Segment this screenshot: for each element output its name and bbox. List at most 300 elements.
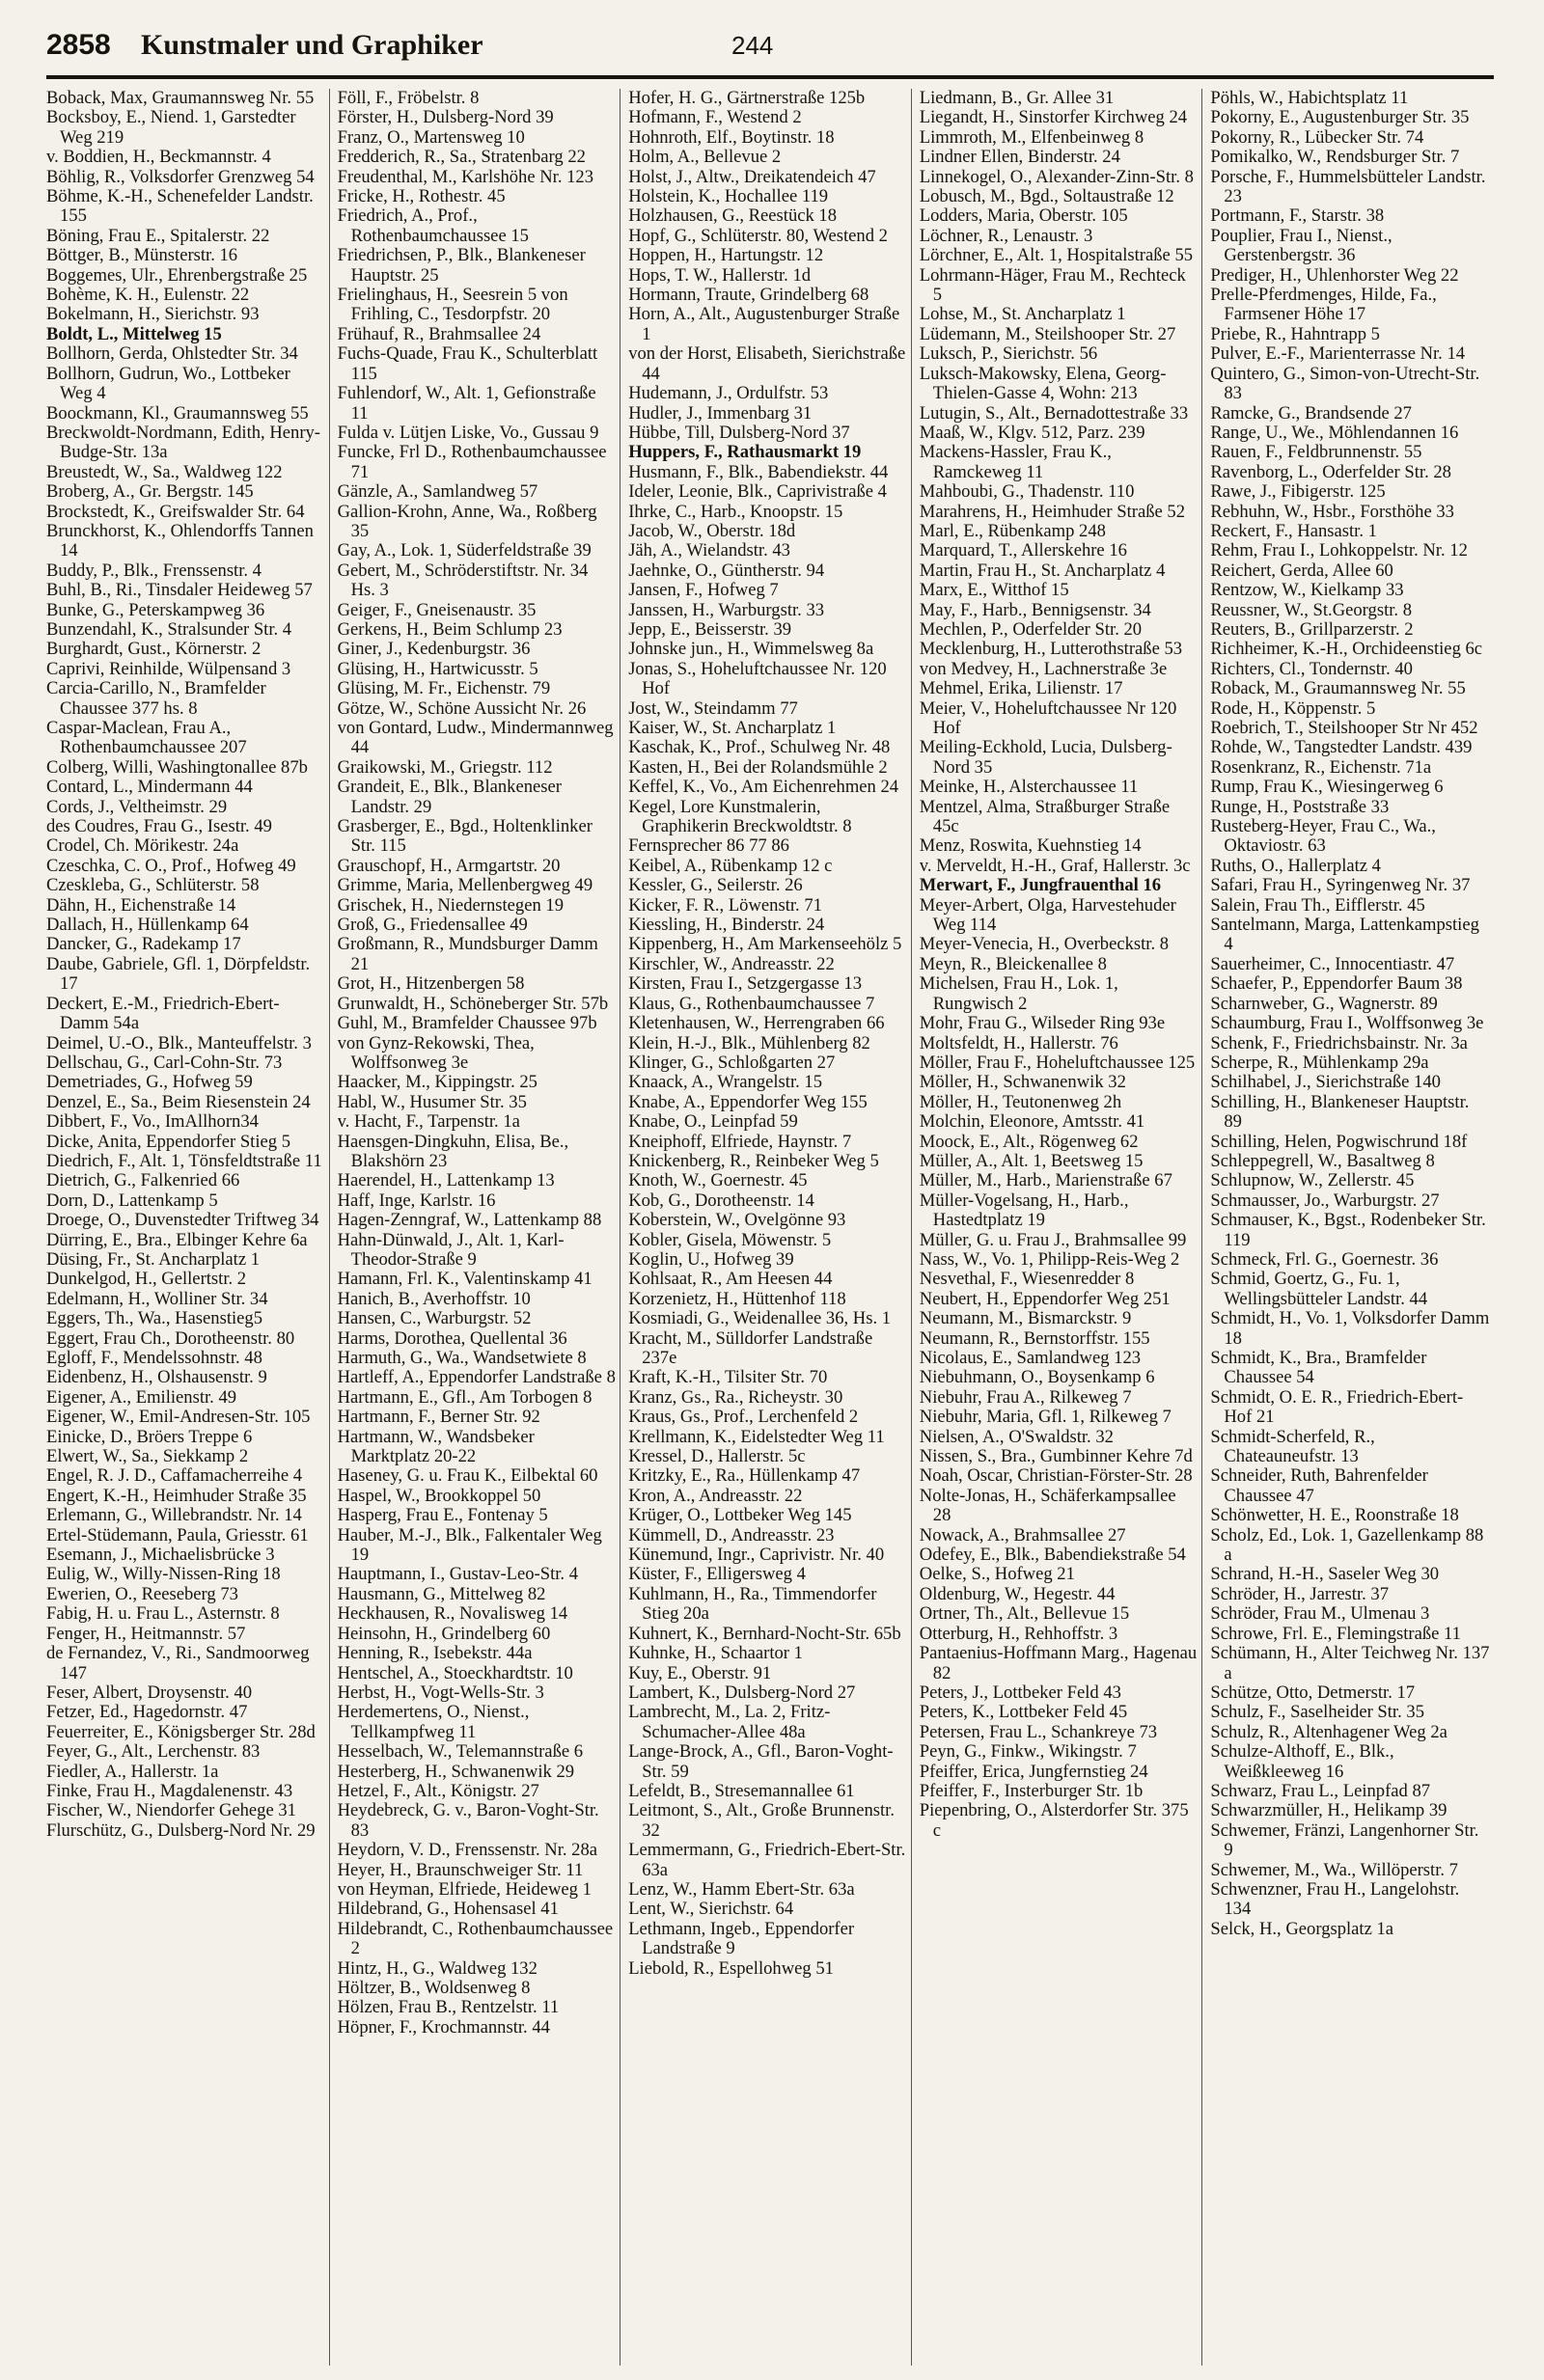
directory-entry: Brunckhorst, K., Ohlendorffs Tannen 14 xyxy=(46,520,314,561)
directory-entry: Schaumburg, Frau I., Wolffsonweg 3e xyxy=(1210,1013,1484,1034)
directory-entry: Piepenbring, O., Alsterdorfer Str. 375 c xyxy=(919,1800,1189,1841)
directory-entry: Liedmann, B., Gr. Allee 31 xyxy=(919,89,1115,108)
directory-entry: v. Merveldt, H.-H., Graf, Hallerstr. 3c xyxy=(919,855,1191,876)
directory-entry: Runge, H., Poststraße 33 xyxy=(1210,796,1390,817)
column-2 xyxy=(338,89,621,2366)
directory-entry: Peters, K., Lottbeker Feld 45 xyxy=(919,1702,1128,1723)
directory-entry: Lethmann, Ingeb., Eppendorfer Landstraße 9 xyxy=(628,1918,855,1959)
directory-entry: Liebold, R., Espellohweg 51 xyxy=(628,1957,834,1979)
directory-entry: v. Hacht, F., Tarpenstr. 1a xyxy=(337,1111,520,1133)
directory-entry: Schrowe, Frl. E., Flemingstraße 11 xyxy=(1210,1623,1461,1644)
directory-entry: Heckhausen, R., Novalisweg 14 xyxy=(337,1603,568,1625)
directory-entry: Bokelmann, H., Sierichstr. 93 xyxy=(46,304,260,325)
directory-entry: Pomikalko, W., Rendsburger Str. 7 xyxy=(1210,147,1460,168)
directory-entry: Reichert, Gerda, Allee 60 xyxy=(1210,560,1393,581)
directory-entry: Henning, R., Isebekstr. 44a xyxy=(337,1643,533,1664)
directory-entry: Hanich, B., Averhoffstr. 10 xyxy=(337,1288,531,1309)
directory-entry: Koglin, U., Hofweg 39 xyxy=(628,1248,794,1270)
directory-entry: Hentschel, A., Stoeckhardtstr. 10 xyxy=(337,1662,573,1683)
directory-entry: Rauen, F., Feldbrunnenstr. 55 xyxy=(1210,442,1422,463)
directory-entry: Ortner, Th., Alt., Bellevue 15 xyxy=(919,1603,1130,1625)
directory-entry: Salein, Frau Th., Eifflerstr. 45 xyxy=(1210,894,1425,916)
directory-entry: Hops, T. W., Hallerstr. 1d xyxy=(628,264,812,286)
directory-entry: Marl, E., Rübenkamp 248 xyxy=(919,520,1106,541)
directory-entry: Schulz, F., Saselheider Str. 35 xyxy=(1210,1702,1424,1723)
directory-entry: Neumann, M., Bismarckstr. 9 xyxy=(919,1308,1132,1329)
directory-entry: Burghardt, Gust., Körnerstr. 2 xyxy=(46,639,262,660)
directory-entry: Dorn, D., Lattenkamp 5 xyxy=(46,1190,218,1211)
directory-entry: Boggemes, Ulr., Ehrenbergstraße 25 xyxy=(46,264,308,286)
directory-entry: Geiger, F., Gneisenaustr. 35 xyxy=(337,599,537,620)
directory-entry: Huppers, F., Rathausmarkt 19 xyxy=(628,442,862,463)
directory-entry: Fricke, H., Rothestr. 45 xyxy=(337,186,506,207)
directory-entry: Grasberger, E., Bgd., Holtenklinker Str. 115 xyxy=(337,816,593,857)
directory-entry: Harmuth, G., Wa., Wandsetwiete 8 xyxy=(337,1348,587,1368)
page-header xyxy=(46,29,1494,71)
directory-entry: Odefey, E., Blk., Babendiekstraße 54 xyxy=(919,1545,1186,1566)
directory-entry: Pouplier, Frau I., Nienst., Gerstenbergstr. 36 xyxy=(1210,225,1392,266)
directory-entry: Guhl, M., Bramfelder Chaussee 97b xyxy=(337,1013,597,1034)
page-number: 2858 xyxy=(46,29,111,61)
directory-entry: Meinke, H., Alsterchaussee 11 xyxy=(919,777,1139,798)
directory-entry: Hesterberg, H., Schwanenwik 29 xyxy=(337,1761,575,1782)
directory-entry: Daube, Gabriele, Gfl. 1, Dörpfeldstr. 17 xyxy=(46,953,311,995)
directory-entry: Lemmermann, G., Friedrich-Ebert-Str. 63a xyxy=(628,1840,906,1880)
directory-entry: von Gontard, Ludw., Mindermannweg 44 xyxy=(337,718,614,758)
directory-entry: Neubert, H., Eppendorfer Weg 251 xyxy=(919,1288,1171,1309)
directory-entry: Kicker, F. R., Löwenstr. 71 xyxy=(628,894,822,916)
directory-entry: Cords, J., Veltheimstr. 29 xyxy=(46,796,228,817)
directory-entry: Hartleff, A., Eppendorfer Landstraße 8 xyxy=(337,1367,616,1388)
directory-entry: Nass, W., Vo. 1, Philipp-Reis-Weg 2 xyxy=(919,1248,1180,1270)
directory-entry: Peyn, G., Finkw., Wikingstr. 7 xyxy=(919,1741,1137,1763)
directory-entry: Frühauf, R., Brahmsallee 24 xyxy=(337,323,541,344)
directory-entry: Mackens-Hassler, Frau K., Ramckeweg 11 xyxy=(919,442,1112,482)
directory-entry: von der Horst, Elisabeth, Sierichstraße 44 xyxy=(628,343,906,384)
directory-entry: Fulda v. Lütjen Liske, Vo., Gussau 9 xyxy=(337,422,599,443)
directory-entry: Koberstein, W., Ovelgönne 93 xyxy=(628,1210,846,1231)
directory-entry: Kümmell, D., Andreasstr. 23 xyxy=(628,1524,835,1546)
directory-entry: Jäh, A., Wielandstr. 43 xyxy=(628,540,790,561)
directory-entry: Dellschau, G., Carl-Cohn-Str. 73 xyxy=(46,1052,283,1073)
directory-entry: Richheimer, K.-H., Orchideenstieg 6c xyxy=(1210,639,1483,660)
directory-entry: Rode, H., Köppenstr. 5 xyxy=(1210,698,1376,719)
directory-entry: Haseney, G. u. Frau K., Eilbektal 60 xyxy=(337,1465,598,1487)
directory-entry: Großmann, R., Mundsburger Damm 21 xyxy=(337,934,598,974)
directory-entry: Dürring, E., Bra., Elbinger Kehre 6a xyxy=(46,1229,308,1250)
directory-entry: Lambert, K., Dulsberg-Nord 27 xyxy=(628,1682,856,1703)
directory-entry: Nissen, S., Bra., Gumbinner Kehre 7d xyxy=(919,1446,1193,1467)
directory-entry: Einicke, D., Bröers Treppe 6 xyxy=(46,1426,253,1447)
directory-entry: Lindner Ellen, Binderstr. 24 xyxy=(919,147,1120,168)
directory-entry: Horn, A., Alt., Augustenburger Straße 1 xyxy=(628,304,900,344)
directory-entry: Fenger, H., Heitmannstr. 57 xyxy=(46,1623,246,1644)
directory-entry: Gänzle, A., Samlandweg 57 xyxy=(337,481,538,503)
directory-entry: Diedrich, F., Alt. 1, Tönsfeldtstraße 11 xyxy=(46,1150,322,1171)
directory-entry: Holzhausen, G., Reestück 18 xyxy=(628,205,838,227)
directory-entry: Scholz, Ed., Lok. 1, Gazellenkamp 88 a xyxy=(1210,1524,1484,1566)
directory-entry: Ravenborg, L., Oderfelder Str. 28 xyxy=(1210,461,1451,482)
directory-entry: Jansen, F., Hofweg 7 xyxy=(628,580,779,601)
directory-entry: May, F., Harb., Bennigsenstr. 34 xyxy=(919,599,1151,620)
directory-entry: Schmidt-Scherfeld, R., Chateauneufstr. 13 xyxy=(1210,1426,1375,1467)
directory-entry: Friedrichsen, P., Blk., Blankeneser Hauptstr. 25 xyxy=(337,245,586,286)
directory-entry: Ewerien, O., Reeseberg 73 xyxy=(46,1583,238,1604)
directory-entry: Hauptmann, I., Gustav-Leo-Str. 4 xyxy=(337,1564,579,1585)
directory-entry: Ertel-Stüdemann, Paula, Griesstr. 61 xyxy=(46,1524,309,1546)
directory-entry: Klaus, G., Rothenbaumchaussee 7 xyxy=(628,993,875,1014)
directory-entry: Dicke, Anita, Eppendorfer Stieg 5 xyxy=(46,1131,291,1152)
directory-entry: Feser, Albert, Droysenstr. 40 xyxy=(46,1682,253,1703)
directory-entry: Möller, Frau F., Hoheluftchaussee 125 xyxy=(919,1052,1196,1073)
directory-entry: Nielsen, A., O'Swaldstr. 32 xyxy=(919,1426,1114,1447)
directory-entry: Böhlig, R., Volksdorfer Grenzweg 54 xyxy=(46,166,315,187)
directory-entry: Schmidt, K., Bra., Bramfelder Chaussee 54 xyxy=(1210,1348,1427,1388)
directory-entry: Engel, R. J. D., Caffamacherreihe 4 xyxy=(46,1465,303,1487)
directory-entry: Czeschka, C. O., Prof., Hofweg 49 xyxy=(46,855,296,876)
directory-entry: Knoth, W., Goernestr. 45 xyxy=(628,1170,808,1191)
directory-entry: Peters, J., Lottbeker Feld 43 xyxy=(919,1682,1121,1703)
directory-entry: Hildebrand, G., Hohensasel 41 xyxy=(337,1899,559,1920)
directory-entry: Merwart, F., Jungfrauenthal 16 xyxy=(919,875,1162,896)
directory-entry: Crodel, Ch. Mörikestr. 24a xyxy=(46,835,239,857)
directory-entry: Schütze, Otto, Detmerstr. 17 xyxy=(1210,1682,1416,1703)
directory-entry: Kasten, H., Bei der Rolandsmühle 2 xyxy=(628,756,888,778)
directory-entry: Selck, H., Georgsplatz 1a xyxy=(1210,1918,1394,1939)
directory-entry: Kosmiadi, G., Weidenallee 36, Hs. 1 xyxy=(628,1308,892,1329)
directory-entry: Oldenburg, W., Hegestr. 44 xyxy=(919,1583,1116,1604)
directory-entry: Demetriades, G., Hofweg 59 xyxy=(46,1072,253,1093)
directory-entry: Kuhnke, H., Schaartor 1 xyxy=(628,1643,803,1664)
directory-entry: Portmann, F., Starstr. 38 xyxy=(1210,205,1385,227)
directory-entry: Schilling, H., Blankeneser Hauptstr. 89 xyxy=(1210,1091,1470,1133)
directory-entry: Habl, W., Husumer Str. 35 xyxy=(337,1091,527,1112)
directory-entry: Jepp, E., Beisserstr. 39 xyxy=(628,618,792,640)
directory-entry: Schulz, R., Altenhagener Weg 2a xyxy=(1210,1721,1448,1742)
directory-entry: Janssen, H., Warburgstr. 33 xyxy=(628,599,825,620)
directory-entry: Heyer, H., Braunschweiger Str. 11 xyxy=(337,1859,584,1880)
directory-entry: Menz, Roswita, Kuehnstieg 14 xyxy=(919,835,1142,857)
directory-entry: von Heyman, Elfriede, Heideweg 1 xyxy=(337,1878,592,1900)
directory-entry: Marquard, T., Allerskehre 16 xyxy=(919,540,1127,561)
directory-entry: Lüdemann, M., Steilshooper Str. 27 xyxy=(919,323,1176,344)
directory-entry: Müller, A., Alt. 1, Beetsweg 15 xyxy=(919,1150,1144,1171)
directory-entry: Hagen-Zenngraf, W., Lattenkamp 88 xyxy=(337,1210,602,1231)
directory-entry: Kneiphoff, Elfriede, Haynstr. 7 xyxy=(628,1131,852,1152)
directory-entry: Möller, H., Teutonenweg 2h xyxy=(919,1091,1122,1112)
directory-entry: Kohlsaat, R., Am Heesen 44 xyxy=(628,1269,833,1290)
directory-entry: Marahrens, H., Heimhuder Straße 52 xyxy=(919,501,1185,522)
directory-entry: Hofer, H. G., Gärtnerstraße 125b xyxy=(628,89,866,108)
directory-entry: Rehm, Frau I., Lohkoppelstr. Nr. 12 xyxy=(1210,540,1468,561)
directory-entry: Reussner, W., St.Georgstr. 8 xyxy=(1210,599,1412,620)
directory-entry: Fiedler, A., Hallerstr. 1a xyxy=(46,1761,219,1782)
directory-entry: Elwert, W., Sa., Siekkamp 2 xyxy=(46,1446,249,1467)
directory-entry: Reuters, B., Grillparzerstr. 2 xyxy=(1210,618,1414,640)
directory-entry: Kressel, D., Hallerstr. 5c xyxy=(628,1446,806,1467)
directory-entry: Förster, H., Dulsberg-Nord 39 xyxy=(337,107,554,128)
column-1 xyxy=(46,89,330,2366)
directory-entry: Fuchs-Quade, Frau K., Schulterblatt 115 xyxy=(337,343,598,384)
directory-entry: Schröder, Frau M., Ulmenau 3 xyxy=(1210,1603,1430,1625)
directory-entry: Kuhnert, K., Bernhard-Nocht-Str. 65b xyxy=(628,1623,901,1644)
directory-entry: Schwemer, M., Wa., Willöperstr. 7 xyxy=(1210,1859,1458,1880)
directory-entry: des Coudres, Frau G., Isestr. 49 xyxy=(46,816,272,837)
directory-entry: Eggert, Frau Ch., Dorotheenstr. 80 xyxy=(46,1327,295,1349)
directory-entry: Priebe, R., Hahntrapp 5 xyxy=(1210,323,1380,344)
directory-entry: Nicolaus, E., Samlandweg 123 xyxy=(919,1348,1142,1368)
directory-entry: Herbst, H., Vogt-Wells-Str. 3 xyxy=(337,1682,544,1703)
directory-entry: Hofmann, F., Westend 2 xyxy=(628,107,802,128)
directory-entry: Bocksboy, E., Niend. 1, Garstedter Weg 219 xyxy=(46,107,296,148)
directory-entry: Schröder, H., Jarrestr. 37 xyxy=(1210,1583,1390,1604)
directory-entry: Lange-Brock, A., Gfl., Baron-Voght-Str. 59 xyxy=(628,1741,894,1782)
directory-entry: Pulver, E.-F., Marienterrasse Nr. 14 xyxy=(1210,343,1466,365)
directory-entry: Luksch, P., Sierichstr. 56 xyxy=(919,343,1098,365)
directory-entry: Schmid, Goertz, G., Fu. 1, Wellingsbütteler Landstr. 44 xyxy=(1210,1269,1428,1309)
directory-entry: Fredderich, R., Sa., Stratenbarg 22 xyxy=(337,147,586,168)
directory-entry: Höltzer, B., Woldsenweg 8 xyxy=(337,1978,531,1998)
directory-entry: Keffel, K., Vo., Am Eichenrehmen 24 xyxy=(628,777,899,798)
directory-entry: Scherpe, R., Mühlenkamp 29a xyxy=(1210,1052,1429,1073)
directory-entry: Hahn-Dünwald, J., Alt. 1, Karl-Theodor-Straße 9 xyxy=(337,1229,565,1270)
directory-entry: Jacob, W., Oberstr. 18d xyxy=(628,520,796,541)
directory-entry: Hauber, M.-J., Blk., Falkentaler Weg 19 xyxy=(337,1524,602,1566)
page-index: 244 xyxy=(731,31,774,60)
directory-entry: Föll, F., Fröbelstr. 8 xyxy=(337,89,480,108)
directory-entry: Bunke, G., Peterskampweg 36 xyxy=(46,599,265,620)
directory-entry: Pokorny, E., Augustenburger Str. 35 xyxy=(1210,107,1470,128)
directory-entry: Pfeiffer, F., Insterburger Str. 1b xyxy=(919,1780,1144,1801)
directory-entry: Mohr, Frau G., Wilseder Ring 93e xyxy=(919,1013,1166,1034)
directory-entry: Harms, Dorothea, Quellental 36 xyxy=(337,1327,567,1349)
directory-entry: Kegel, Lore Kunstmalerin, Graphikerin Breckwoldtstr. 8 xyxy=(628,796,852,837)
directory-entry: Esemann, J., Michaelisbrücke 3 xyxy=(46,1545,275,1566)
directory-entry: Contard, L., Mindermann 44 xyxy=(46,777,253,798)
directory-entry: Klinger, G., Schloßgarten 27 xyxy=(628,1052,836,1073)
directory-entry: Grunwaldt, H., Schöneberger Str. 57b xyxy=(337,993,609,1014)
directory-entry: Erlemann, G., Willebrandstr. Nr. 14 xyxy=(46,1505,302,1526)
directory-entry: Rosenkranz, R., Eichenstr. 71a xyxy=(1210,756,1432,778)
directory-entry: Böning, Frau E., Spitalerstr. 22 xyxy=(46,225,270,246)
directory-entry: Breustedt, W., Sa., Waldweg 122 xyxy=(46,461,283,482)
directory-entry: Knickenberg, R., Reinbeker Weg 5 xyxy=(628,1150,879,1171)
directory-entry: Rohde, W., Tangstedter Landstr. 439 xyxy=(1210,737,1473,758)
directory-entry: Husmann, F., Blk., Babendiekstr. 44 xyxy=(628,461,889,482)
directory-entry: Fetzer, Ed., Hagedornstr. 47 xyxy=(46,1702,248,1723)
directory-entry: Dallach, H., Hüllenkamp 64 xyxy=(46,915,249,936)
directory-entry: Kob, G., Dorotheenstr. 14 xyxy=(628,1190,814,1211)
directory-entry: Schönwetter, H. E., Roonstraße 18 xyxy=(1210,1505,1459,1526)
directory-entry: Schwemer, Fränzi, Langenhorner Str. 9 xyxy=(1210,1819,1479,1861)
directory-entry: Schulze-Althoff, E., Blk., Weißkleeweg 16 xyxy=(1210,1741,1394,1782)
directory-entry: Hormann, Traute, Grindelberg 68 xyxy=(628,285,869,306)
directory-entry: Holstein, K., Hochallee 119 xyxy=(628,186,829,207)
directory-entry: Rawe, J., Fibigerstr. 125 xyxy=(1210,481,1386,503)
directory-entry: Hartmann, E., Gfl., Am Torbogen 8 xyxy=(337,1386,593,1408)
directory-entry: Schilhabel, J., Sierichstraße 140 xyxy=(1210,1072,1441,1093)
directory-entry: Otterburg, H., Rehhoffstr. 3 xyxy=(919,1623,1118,1644)
directory-entry: Herdemertens, O., Nienst., Tellkampfweg 11 xyxy=(337,1702,530,1742)
directory-entry: Gebert, M., Schröderstiftstr. Nr. 34 Hs. 3 xyxy=(337,560,589,601)
directory-entry: Edelmann, H., Wolliner Str. 34 xyxy=(46,1288,268,1309)
directory-entry: Molchin, Eleonore, Amtsstr. 41 xyxy=(919,1111,1145,1133)
directory-entry: Küster, F., Elligersweg 4 xyxy=(628,1564,806,1585)
directory-entry: Hartmann, W., Wandsbeker Marktplatz 20-22 xyxy=(337,1426,535,1467)
directory-entry: Mechlen, P., Oderfelder Str. 20 xyxy=(919,618,1143,640)
directory-entry: Liegandt, H., Sinstorfer Kirchweg 24 xyxy=(919,107,1188,128)
directory-entry: Mahboubi, G., Thadenstr. 110 xyxy=(919,481,1135,503)
directory-entry: Buhl, B., Ri., Tinsdaler Heideweg 57 xyxy=(46,580,313,601)
directory-entry: Jonas, S., Hoheluftchaussee Nr. 120 Hof xyxy=(628,658,887,699)
directory-entry: Grandeit, E., Blk., Blankeneser Landstr. 29 xyxy=(337,777,562,817)
directory-entry: Dancker, G., Radekamp 17 xyxy=(46,934,241,955)
directory-entry: Hansen, C., Warburgstr. 52 xyxy=(337,1308,532,1329)
section-title: Kunstmaler und Graphiker xyxy=(141,29,483,61)
directory-entry: Schmidt, O. E. R., Friedrich-Ebert-Hof 21 xyxy=(1210,1386,1464,1428)
directory-entry: Caprivi, Reinhilde, Wülpensand 3 xyxy=(46,658,291,679)
directory-entry: Hudler, J., Immenbarg 31 xyxy=(628,402,813,424)
directory-entry: Roback, M., Graumannsweg Nr. 55 xyxy=(1210,678,1466,699)
directory-entry: Lambrecht, M., La. 2, Fritz-Schumacher-Allee 48a xyxy=(628,1702,831,1742)
directory-entry: Düsing, Fr., St. Ancharplatz 1 xyxy=(46,1248,261,1270)
directory-entry: Schmeck, Frl. G., Goernestr. 36 xyxy=(1210,1248,1439,1270)
directory-entry: Funcke, Frl D., Rothenbaumchaussee 71 xyxy=(337,442,607,482)
directory-entry: Schmidt, H., Vo. 1, Volksdorfer Damm 18 xyxy=(1210,1308,1490,1349)
directory-entry: Knabe, A., Eppendorfer Weg 155 xyxy=(628,1091,868,1112)
directory-entry: Mehmel, Erika, Lilienstr. 17 xyxy=(919,678,1123,699)
directory-entry: Moock, E., Alt., Rögenweg 62 xyxy=(919,1131,1139,1152)
directory-entry: Kletenhausen, W., Herrengraben 66 xyxy=(628,1013,885,1034)
directory-entry: Meier, V., Hoheluftchaussee Nr 120 Hof xyxy=(919,698,1177,738)
directory-entry: Bunzendahl, K., Stralsunder Str. 4 xyxy=(46,618,292,640)
directory-entry: Schmausser, Jo., Warburgstr. 27 xyxy=(1210,1190,1440,1211)
directory-entry: Lutugin, S., Alt., Bernadottestraße 33 xyxy=(919,402,1189,424)
directory-entry: Flurschütz, G., Dulsberg-Nord Nr. 29 xyxy=(46,1819,316,1841)
directory-entry: Lent, W., Sierichstr. 64 xyxy=(628,1899,794,1920)
column-5 xyxy=(1210,89,1494,2366)
directory-entry: Pöhls, W., Habichtsplatz 11 xyxy=(1210,89,1409,108)
directory-entry: Hartmann, F., Berner Str. 92 xyxy=(337,1407,540,1428)
directory-entry: Müller-Vogelsang, H., Harb., Hastedtplatz 19 xyxy=(919,1190,1129,1231)
directory-entry: Santelmann, Marga, Lattenkampstieg 4 xyxy=(1210,915,1479,955)
directory-entry: Krüger, O., Lottbeker Weg 145 xyxy=(628,1505,852,1526)
directory-entry: Niebuhr, Maria, Gfl. 1, Rilkeweg 7 xyxy=(919,1407,1172,1428)
directory-entry: Roebrich, T., Steilshooper Str Nr 452 xyxy=(1210,718,1478,738)
directory-entry: Boockmann, Kl., Graumannsweg 55 xyxy=(46,402,309,424)
directory-entry: Schilling, Helen, Pogwischrund 18f xyxy=(1210,1131,1468,1152)
directory-entry: Deimel, U.-O., Blk., Manteuffelstr. 3 xyxy=(46,1032,312,1053)
directory-entry: Rusteberg-Heyer, Frau C., Wa., Oktaviostr. 63 xyxy=(1210,816,1436,857)
directory-entry: Hohnroth, Elf., Boytinstr. 18 xyxy=(628,126,835,148)
directory-entry: Nesvethal, F., Wiesenredder 8 xyxy=(919,1269,1135,1290)
header-rule xyxy=(46,75,1494,79)
directory-entry: Feyer, G., Alt., Lerchenstr. 83 xyxy=(46,1741,261,1763)
directory-entry: Egloff, F., Mendelssohnstr. 48 xyxy=(46,1348,262,1368)
directory-entry: Müller, G. u. Frau J., Brahmsallee 99 xyxy=(919,1229,1187,1250)
directory-entry: Deckert, E.-M., Friedrich-Ebert-Damm 54a xyxy=(46,993,280,1034)
directory-entry: Künemund, Ingr., Caprivistr. Nr. 40 xyxy=(628,1545,885,1566)
directory-entry: Lodders, Maria, Oberstr. 105 xyxy=(919,205,1128,227)
directory-entry: Lenz, W., Hamm Ebert-Str. 63a xyxy=(628,1878,855,1900)
directory-entry: von Medvey, H., Lachnerstraße 3e xyxy=(919,658,1168,679)
directory-entry: Meyn, R., Bleickenallee 8 xyxy=(919,953,1107,974)
directory-entry: Fischer, W., Niendorfer Gehege 31 xyxy=(46,1800,296,1821)
directory-entry: Grauschopf, H., Armgartstr. 20 xyxy=(337,855,561,876)
directory-entry: Dibbert, F., Vo., ImAllhorn34 xyxy=(46,1111,259,1133)
directory-entry: Pokorny, R., Lübecker Str. 74 xyxy=(1210,126,1424,148)
directory-entry: Hasperg, Frau E., Fontenay 5 xyxy=(337,1505,548,1526)
directory-entry: Kaiser, W., St. Ancharplatz 1 xyxy=(628,718,837,738)
directory-entry: Schneider, Ruth, Bahrenfelder Chaussee 47 xyxy=(1210,1465,1428,1506)
directory-entry: Lörchner, E., Alt. 1, Hospitalstraße 55 xyxy=(919,245,1194,266)
directory-entry: Hausmann, G., Mittelweg 82 xyxy=(337,1583,546,1604)
directory-entry: Schenk, F., Friedrichsbainstr. Nr. 3a xyxy=(1210,1032,1468,1053)
directory-entry: Breckwoldt-Nordmann, Edith, Henry-Budge-Str. 13a xyxy=(46,422,320,463)
directory-entry: Löchner, R., Lenaustr. 3 xyxy=(919,225,1093,246)
directory-entry: Kuy, E., Oberstr. 91 xyxy=(628,1662,772,1683)
directory-entry: Finke, Frau H., Magdalenenstr. 43 xyxy=(46,1780,293,1801)
directory-entry: Prelle-Pferdmenges, Hilde, Fa., Farmsener Höhe 17 xyxy=(1210,285,1437,325)
directory-entry: Glüsing, M. Fr., Eichenstr. 79 xyxy=(337,678,551,699)
directory-entry: Nowack, A., Brahmsallee 27 xyxy=(919,1524,1126,1546)
directory-entry: Fuhlendorf, W., Alt. 1, Gefionstraße 11 xyxy=(337,383,596,424)
directory-entry: Hamann, Frl. K., Valentinskamp 41 xyxy=(337,1269,593,1290)
directory-entry: Haff, Inge, Karlstr. 16 xyxy=(337,1190,496,1211)
directory-entry: Michelsen, Frau H., Lok. 1, Rungwisch 2 xyxy=(919,973,1118,1014)
directory-entry: Schrand, H.-H., Saseler Weg 30 xyxy=(1210,1564,1440,1585)
directory-entry: Marx, E., Witthof 15 xyxy=(919,580,1069,601)
directory-entry: Kaschak, K., Prof., Schulweg Nr. 48 xyxy=(628,737,891,758)
directory-entry: Eggers, Th., Wa., Hasenstieg5 xyxy=(46,1308,262,1329)
directory-entry: Haacker, M., Kippingstr. 25 xyxy=(337,1072,538,1093)
directory-entry: Luksch-Makowsky, Elena, Georg-Thielen-Gasse 4, Wohn: 213 xyxy=(919,363,1167,404)
directory-entry: Ramcke, G., Brandsende 27 xyxy=(1210,402,1412,424)
directory-entry: Niebuhr, Frau A., Rilkeweg 7 xyxy=(919,1386,1132,1408)
directory-entry: Gay, A., Lok. 1, Süderfeldstraße 39 xyxy=(337,540,592,561)
directory-entry: Meyer-Venecia, H., Overbeckstr. 8 xyxy=(919,934,1170,955)
directory-entry: Dähn, H., Eichenstraße 14 xyxy=(46,894,236,916)
directory-entry: Eidenbenz, H., Olshausenstr. 9 xyxy=(46,1367,267,1388)
directory-entry: Schwenzner, Frau H., Langelohstr. 134 xyxy=(1210,1878,1460,1920)
directory-entry: Lobusch, M., Bgd., Soltaustraße 12 xyxy=(919,186,1174,207)
directory-entry: Heydebreck, G. v., Baron-Voght-Str. 83 xyxy=(337,1800,599,1841)
directory-entry: Reckert, F., Hansastr. 1 xyxy=(1210,520,1377,541)
directory-entry: Dunkelgod, H., Gellertstr. 2 xyxy=(46,1269,247,1290)
directory-entry: Lohrmann-Häger, Frau M., Rechteck 5 xyxy=(919,264,1186,306)
directory-entry: Haerendel, H., Lattenkamp 13 xyxy=(337,1170,555,1191)
directory-entry: Bollhorn, Gudrun, Wo., Lottbeker Weg 4 xyxy=(46,363,290,404)
directory-entry: Fernsprecher 86 77 86 xyxy=(628,835,789,857)
directory-entry: Franz, O., Martensweg 10 xyxy=(337,126,525,148)
directory-entry: Eigener, W., Emil-Andresen-Str. 105 xyxy=(46,1407,311,1428)
directory-entry: Mecklenburg, H., Lutterothstraße 53 xyxy=(919,639,1183,660)
directory-entry: Böhme, K.-H., Schenefelder Landstr. 155 xyxy=(46,186,314,227)
directory-entry: Eulig, W., Willy-Nissen-Ring 18 xyxy=(46,1564,281,1585)
directory-entry: Eigener, A., Emilienstr. 49 xyxy=(46,1386,237,1408)
directory-entry: Kessler, G., Seilerstr. 26 xyxy=(628,875,803,896)
directory-entry: Höpner, F., Krochmannstr. 44 xyxy=(337,2016,550,2038)
directory-entry: Meiling-Eckhold, Lucia, Dulsberg-Nord 35 xyxy=(919,737,1172,778)
directory-entry: Müller, M., Harb., Marienstraße 67 xyxy=(919,1170,1172,1191)
directory-entry: Keibel, A., Rübenkamp 12 c xyxy=(628,855,833,876)
column-3 xyxy=(628,89,912,2366)
directory-entry: Hetzel, F., Alt., Königstr. 27 xyxy=(337,1780,539,1801)
directory-entry: Rentzow, W., Kielkamp 33 xyxy=(1210,580,1404,601)
directory-entry: Kippenberg, H., Am Markenseehölz 5 xyxy=(628,934,902,955)
directory-entry: Schmauser, K., Bgst., Rodenbeker Str. 119 xyxy=(1210,1210,1486,1250)
directory-entry: Meyer-Arbert, Olga, Harvestehuder Weg 114 xyxy=(919,894,1176,936)
